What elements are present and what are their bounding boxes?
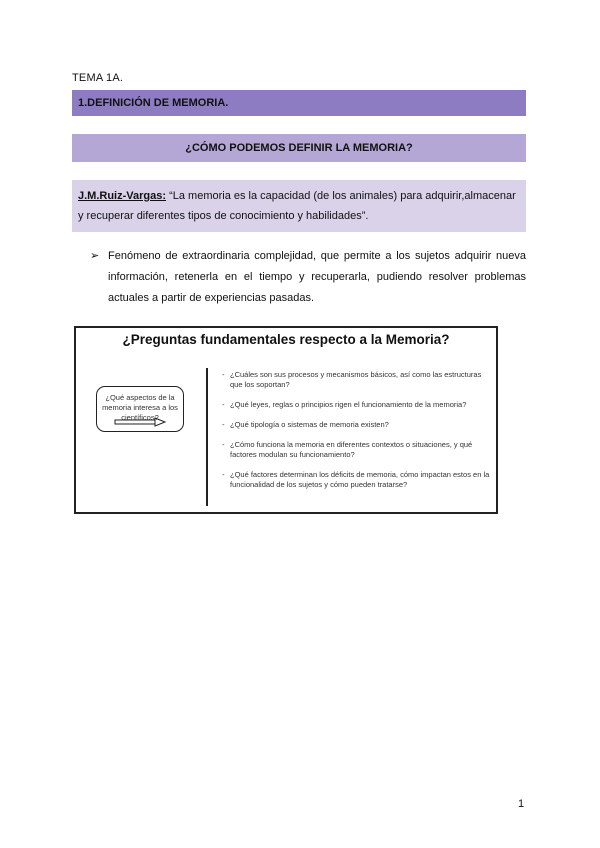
list-item: - ¿Cómo funciona la memoria en diferentes contextos o situaciones, y qué factores modulan su funcionamiento? <box>222 440 494 460</box>
bullet-text: Fenómeno de extraordinaria complejidad, que permite a los sujetos adquirir nueva información, retenerla en el tiempo y recuperarla, pudiendo resolver problemas actuales a partir de experiencias pasadas. <box>108 250 526 304</box>
list-item: - ¿Qué leyes, reglas o principios rigen el funcionamiento de la memoria? <box>222 400 494 410</box>
list-item: - ¿Cuáles son sus procesos y mecanismos básicos, así como las estructuras que los soportan? <box>222 370 494 390</box>
right-arrow-icon <box>114 417 166 427</box>
definition-quote <box>72 180 526 232</box>
topic-heading: TEMA 1A. <box>72 72 124 84</box>
figure-divider <box>206 368 208 506</box>
figure-question-list <box>222 370 494 500</box>
list-item: - ¿Qué factores determinan los déficits de memoria, cómo impactan estos en la funcionalidad de los sujetos y cómo pueden tratarse? <box>222 470 494 490</box>
quote-text: “La memoria es la capacidad (de los animales) para adquirir,almacenar y recuperar diferentes tipos de conocimiento y habilidades”. <box>78 190 516 222</box>
section-title: 1.DEFINICIÓN DE MEMORIA. <box>72 90 526 116</box>
bullet-item <box>90 246 526 309</box>
memory-questions-figure <box>74 326 498 514</box>
page-number: 1 <box>518 798 525 810</box>
figure-side-question: ¿Qué aspectos de la memoria interesa a los científicos? <box>96 386 184 432</box>
arrow-bullet-icon: ➢ <box>90 250 100 262</box>
quote-author: J.M.Ruiz-Vargas: <box>78 190 167 202</box>
figure-title: ¿Preguntas fundamentales respecto a la Memoria? <box>122 332 450 347</box>
question-banner: ¿CÓMO PODEMOS DEFINIR LA MEMORIA? <box>72 134 526 162</box>
list-item: - ¿Qué tipología o sistemas de memoria existen? <box>222 420 494 430</box>
